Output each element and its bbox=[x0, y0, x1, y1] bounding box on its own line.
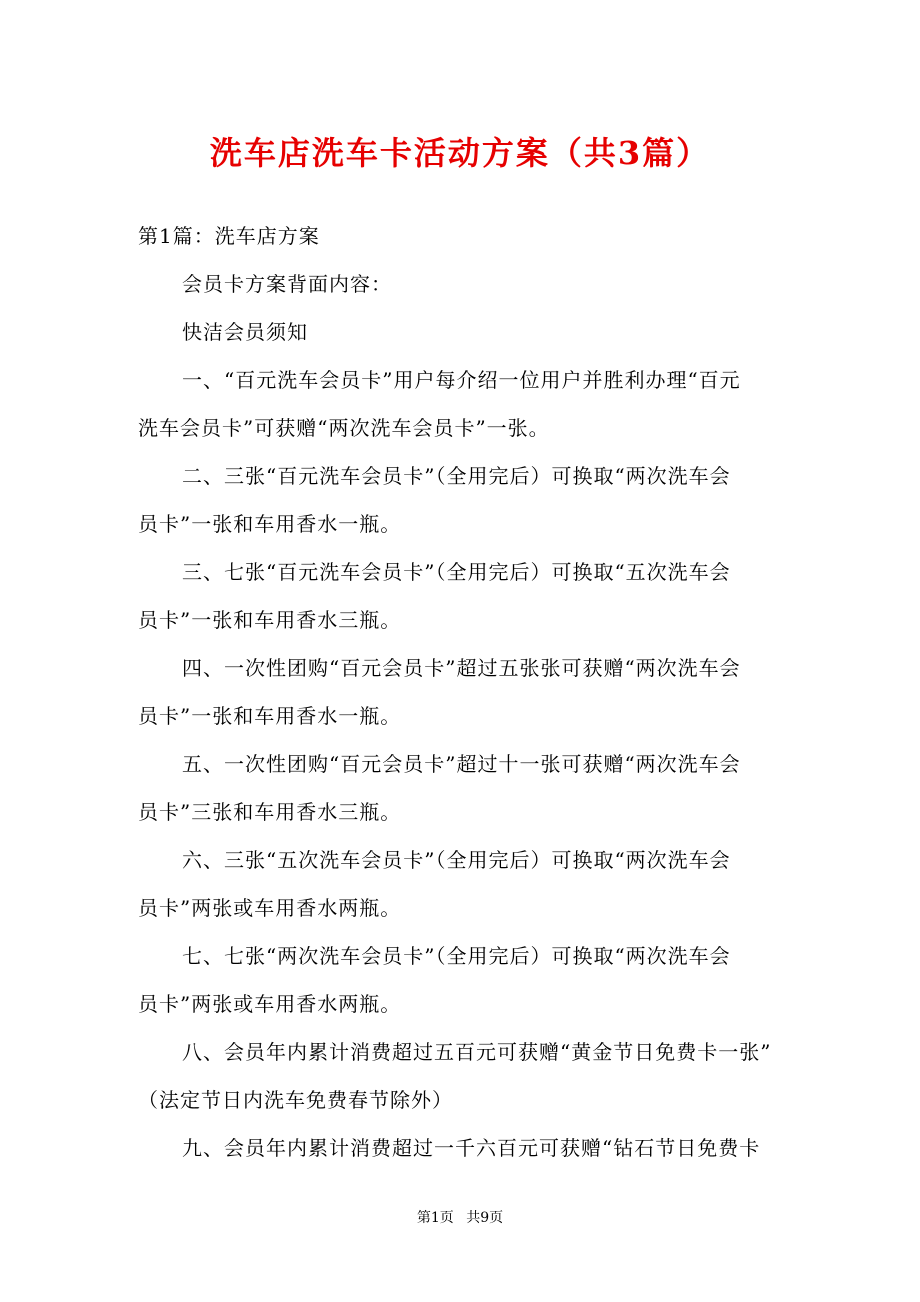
text-line: 员卡”一张和车用香水一瓶。 bbox=[138, 512, 402, 536]
text-line: 四、一次性团购“百元会员卡”超过五张张可获赠“两次洗车会 bbox=[182, 656, 741, 680]
text-line: 员卡”一张和车用香水一瓶。 bbox=[138, 704, 402, 728]
text-line: 第1篇：洗车店方案 bbox=[138, 224, 320, 248]
document-title: 洗车店洗车卡活动方案（共3篇） bbox=[209, 134, 711, 172]
text-line: 员卡”三张和车用香水三瓶。 bbox=[138, 800, 402, 824]
text-line: 六、三张“五次洗车会员卡”（全用完后）可换取“两次洗车会 bbox=[182, 848, 731, 872]
page-footer bbox=[0, 1207, 920, 1227]
text-line: 快洁会员须知 bbox=[182, 320, 308, 344]
text-line: 七、七张“两次洗车会员卡”（全用完后）可换取“两次洗车会 bbox=[182, 944, 731, 968]
text-line: 员卡”一张和车用香水三瓶。 bbox=[138, 608, 402, 632]
document-body bbox=[138, 212, 788, 1172]
text-line: 员卡”两张或车用香水两瓶。 bbox=[138, 896, 402, 920]
text-line: 会员卡方案背面内容： bbox=[182, 272, 392, 296]
text-line: 五、一次性团购“百元会员卡”超过十一张可获赠“两次洗车会 bbox=[182, 752, 741, 776]
text-line: 九、会员年内累计消费超过一千六百元可获赠“钻石节日免费卡 bbox=[182, 1136, 761, 1160]
text-line: 一、“百元洗车会员卡”用户每介绍一位用户并胜利办理“百元 bbox=[182, 368, 741, 392]
text-line: （法定节日内洗车免费春节除外） bbox=[138, 1088, 453, 1112]
page-number: 第1页 bbox=[416, 1210, 454, 1226]
text-line: 洗车会员卡”可获赠“两次洗车会员卡”一张。 bbox=[138, 416, 550, 440]
text-line: 三、七张“百元洗车会员卡”（全用完后）可换取“五次洗车会 bbox=[182, 560, 731, 584]
text-line: 八、会员年内累计消费超过五百元可获赠“黄金节日免费卡一张” bbox=[182, 1040, 772, 1064]
text-line: 二、三张“百元洗车会员卡”（全用完后）可换取“两次洗车会 bbox=[182, 464, 731, 488]
text-line: 员卡”两张或车用香水两瓶。 bbox=[138, 992, 402, 1016]
page-total: 共9页 bbox=[466, 1210, 504, 1226]
